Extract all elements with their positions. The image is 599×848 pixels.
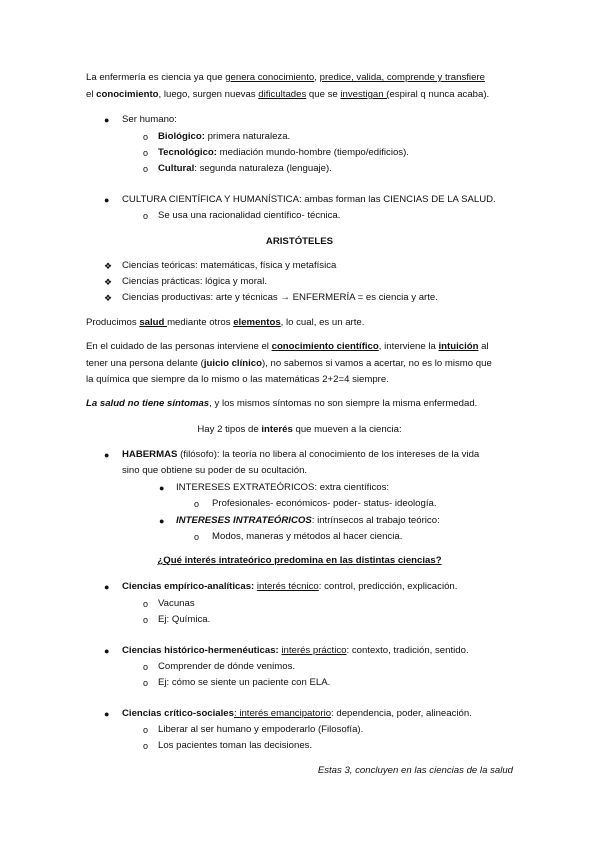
- ciencia-line: [122, 645, 469, 657]
- bold-underline: salud: [139, 317, 168, 328]
- intra-sub: Modos, maneras y métodos al hacer ciencia.: [212, 531, 403, 542]
- intro-line-1: [86, 72, 485, 84]
- circle-bullet-icon: o: [143, 164, 149, 174]
- bullet-icon: ●: [104, 195, 110, 205]
- intro-text: , luego, surgen nuevas: [158, 89, 259, 100]
- circle-bullet-icon: o: [143, 615, 149, 625]
- aristoteles-item: Ciencias teóricas: matemáticas, física y metafísica: [122, 260, 337, 271]
- text: (filósofo): la teoría no libera al conocimiento de los intereses de la vida: [177, 449, 480, 460]
- circle-bullet-icon: o: [143, 678, 149, 688]
- intro-text: ,: [314, 72, 320, 83]
- bullet-icon: ●: [104, 709, 110, 719]
- bold-underline: intuición: [438, 341, 479, 352]
- bullet-icon: ●: [159, 516, 165, 526]
- cuidado-line-2: [86, 358, 492, 370]
- text: : contexto, tradición, sentido.: [346, 645, 469, 656]
- bold: Ciencias empírico-analíticas:: [122, 581, 255, 592]
- intro-text: el: [86, 89, 97, 100]
- intro-text: espiral q nunca acaba).: [389, 89, 490, 100]
- circle-bullet-icon: o: [143, 662, 149, 672]
- habermas-line-2: sino que obtiene su poder de su ocultación.: [122, 465, 308, 476]
- bullet-icon: ●: [159, 483, 165, 493]
- circle-bullet-icon: o: [194, 499, 200, 509]
- intro-text: La enfermería es ciencia ya que: [86, 72, 226, 83]
- circle-bullet-icon: o: [143, 725, 149, 735]
- underline: interés técnico: [256, 581, 319, 592]
- bold: HABERMAS: [122, 449, 178, 460]
- intro-line-2: [86, 89, 489, 101]
- underline: interés práctico: [281, 645, 347, 656]
- bullet-icon: ●: [104, 115, 110, 125]
- text: ), no sabemos si vamos a acertar, no es lo mismo que: [261, 358, 492, 369]
- text: al: [478, 341, 489, 352]
- bold-italic: INTERESES INTRATEÓRICOS: [176, 515, 312, 526]
- cuidado-line-3: la química que siempre da lo mismo o las matemáticas 2+2=4 siempre.: [86, 374, 389, 385]
- footer-note: Estas 3, concluyen en las ciencias de la salud: [317, 765, 513, 776]
- bold-underline: conocimiento científico: [271, 341, 379, 352]
- ciencia-sub: Vacunas: [158, 598, 195, 609]
- text: En el cuidado de las personas interviene el: [86, 341, 272, 352]
- intro-underline: investigan (: [340, 89, 390, 100]
- tipos-line: [0, 424, 599, 436]
- item-bold: Tecnológico:: [158, 147, 217, 158]
- ser-humano-item: [158, 147, 409, 159]
- bold-italic: La salud no tiene síntomas: [86, 398, 210, 409]
- salud-line: [86, 398, 477, 410]
- ser-humano-item: [158, 131, 290, 143]
- bullet-icon: ●: [104, 646, 110, 656]
- ciencia-sub: Ej: Química.: [158, 614, 211, 625]
- circle-bullet-icon: o: [143, 132, 149, 142]
- bold: Ciencias crítico-sociales: [122, 708, 234, 719]
- bullet-icon: ●: [104, 582, 110, 592]
- circle-bullet-icon: o: [143, 148, 149, 158]
- aristoteles-item: Ciencias productivas: arte y técnicas → ENFERMERÍA = es ciencia y arte.: [122, 292, 438, 303]
- text: que mueven a la ciencia:: [292, 424, 402, 435]
- ser-humano-title: Ser humano:: [122, 114, 177, 125]
- bold: Ciencias histórico-hermenéuticas:: [122, 645, 279, 656]
- circle-bullet-icon: o: [143, 211, 149, 221]
- aristoteles-item: Ciencias prácticas: lógica y moral.: [122, 276, 268, 287]
- circle-bullet-icon: o: [143, 741, 149, 751]
- intro-underline: genera conocimiento: [225, 72, 315, 83]
- underline: : interés emancipatorio: [233, 708, 332, 719]
- text: , interviene la: [378, 341, 439, 352]
- text: : dependencia, poder, alineación.: [331, 708, 472, 719]
- bold-underline: elementos: [233, 317, 281, 328]
- text: : intrínsecos al trabajo teórico:: [311, 515, 440, 526]
- text: , lo cual, es un arte.: [280, 317, 365, 328]
- cuidado-line-1: [86, 341, 489, 353]
- bold: interés: [261, 424, 293, 435]
- ciencia-sub: Liberar al ser humano y empoderarlo (Filosofía).: [158, 724, 364, 735]
- item-bold: Cultural: [158, 163, 195, 174]
- text: Hay 2 tipos de: [197, 424, 262, 435]
- bold: juicio clínico: [203, 358, 262, 369]
- item-text: mediación mundo-hombre (tiempo/edificios).: [216, 147, 409, 158]
- text: tener una persona delante (: [86, 358, 204, 369]
- cultura-sub: Se usa una racionalidad científico- técnica.: [158, 210, 341, 221]
- item-bold: Biológico:: [158, 131, 205, 142]
- ciencia-sub: Los pacientes toman las decisiones.: [158, 740, 313, 751]
- extra-sub: Profesionales- económicos- poder- status- ideología.: [212, 498, 437, 509]
- text: mediante otros: [167, 317, 234, 328]
- intro-underline: dificultades: [258, 89, 307, 100]
- intro-text: que se: [306, 89, 341, 100]
- circle-bullet-icon: o: [194, 532, 200, 542]
- extra-line: INTERESES EXTRATEÓRICOS: extra científicos:: [176, 482, 390, 493]
- producimos-line: [86, 317, 364, 329]
- ciencia-line: [122, 581, 457, 593]
- text: : control, predicción, explicación.: [318, 581, 458, 592]
- bullet-icon: ●: [104, 450, 110, 460]
- diamond-bullet-icon: ❖: [104, 277, 113, 287]
- intra-line: [176, 515, 440, 527]
- habermas-line-1: [122, 449, 479, 461]
- ciencia-sub: Ej: cómo se siente un paciente con ELA.: [158, 677, 331, 688]
- diamond-bullet-icon: ❖: [104, 293, 113, 303]
- item-text: : segunda naturaleza (lenguaje).: [194, 163, 332, 174]
- ciencia-sub: Comprender de dónde venimos.: [158, 661, 296, 672]
- text: , y los mismos síntomas no son siempre la misma enfermedad.: [209, 398, 478, 409]
- aristoteles-title: ARISTÓTELES: [265, 236, 334, 247]
- intro-bold: conocimiento: [96, 89, 159, 100]
- diamond-bullet-icon: ❖: [104, 261, 113, 271]
- intro-underline: predice, valida, comprende y transfiere: [319, 72, 485, 83]
- cultura-text: CULTURA CIENTÍFICA Y HUMANÍSTICA: ambas forman las CIENCIAS DE LA SALUD.: [122, 194, 496, 205]
- ciencia-line: [122, 708, 472, 720]
- question-heading: ¿Qué interés intrateórico predomina en las distintas ciencias?: [157, 555, 442, 566]
- ser-humano-item: [158, 163, 332, 175]
- circle-bullet-icon: o: [143, 599, 149, 609]
- text: Producimos: [86, 317, 140, 328]
- item-text: primera naturaleza.: [204, 131, 291, 142]
